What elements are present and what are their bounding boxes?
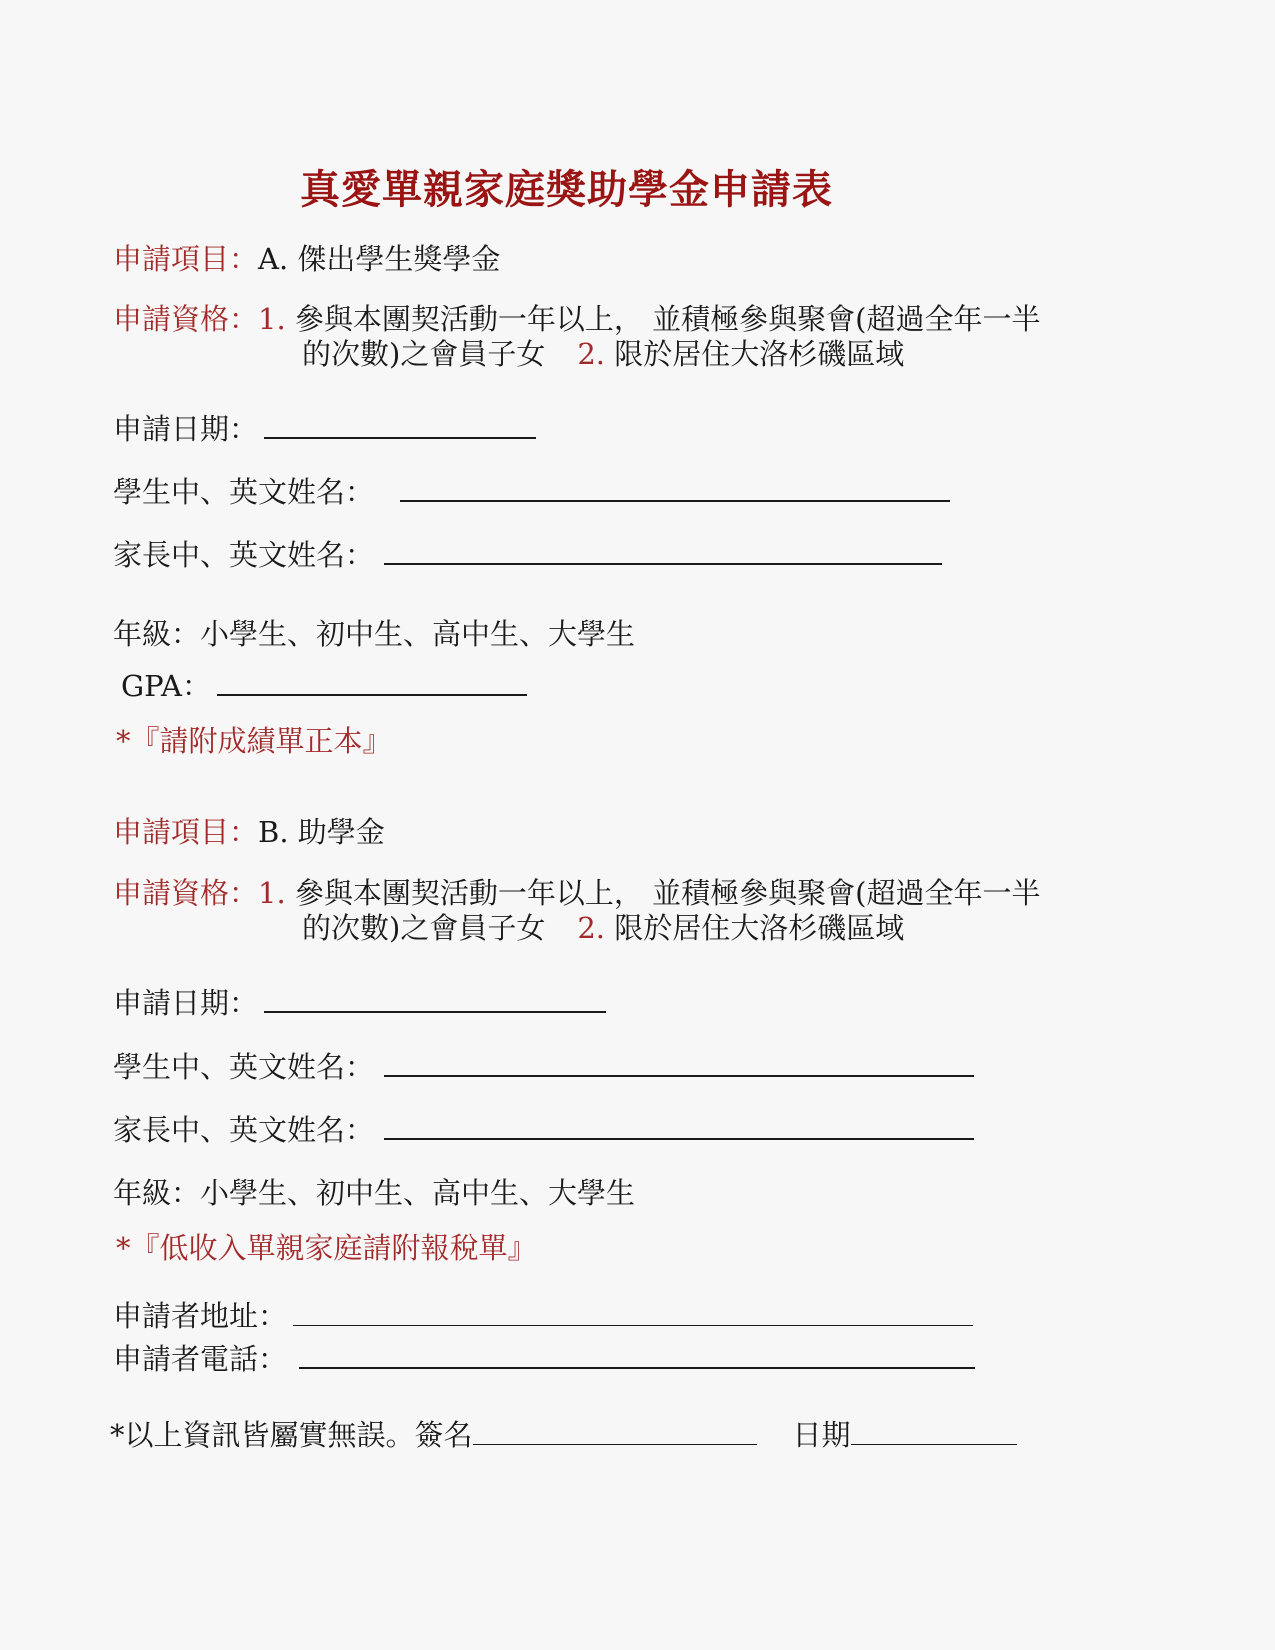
page-title: 真愛單親家庭獎助學金申請表 bbox=[300, 166, 833, 213]
section-a-qual-text1: 參與本團契活動一年以上， 並積極參與聚會(超過全年一半 bbox=[294, 302, 1041, 336]
section-b-item-value: B. 助學金 bbox=[258, 815, 385, 849]
section-a-date-label: 申請日期： bbox=[113, 412, 259, 446]
section-b-grade-options: 小學生、初中生、高中生、大學生 bbox=[200, 1176, 636, 1210]
declaration-date-label: 日期 bbox=[792, 1418, 851, 1452]
section-b-qual-text1: 參與本團契活動一年以上， 並積極參與聚會(超過全年一半 bbox=[294, 876, 1041, 910]
section-a-student-name-row bbox=[113, 474, 950, 509]
applicant-phone-row bbox=[113, 1341, 975, 1376]
applicant-address-row bbox=[113, 1299, 973, 1333]
section-a-grade-row bbox=[113, 617, 635, 651]
section-a-note: *『請附成績單正本』 bbox=[116, 724, 392, 758]
section-b-student-name-field[interactable] bbox=[384, 1049, 974, 1077]
applicant-phone-label: 申請者電話： bbox=[113, 1342, 288, 1376]
section-a-student-name-field[interactable] bbox=[400, 474, 950, 502]
section-a-date-field[interactable] bbox=[264, 411, 536, 439]
section-a-gpa-label: GPA： bbox=[121, 669, 211, 703]
section-b-qual-num2: 2. bbox=[577, 911, 605, 945]
section-a-item-value: A. 傑出學生獎學金 bbox=[258, 242, 501, 276]
section-a-qual-text2: 限於居住大洛杉磯區域 bbox=[614, 337, 905, 371]
section-a-parent-name-field[interactable] bbox=[384, 537, 942, 565]
section-b-student-name-label: 學生中、英文姓名： bbox=[113, 1050, 375, 1084]
section-b-note: *『低收入單親家庭請附報稅單』 bbox=[116, 1231, 537, 1265]
section-a-student-name-label: 學生中、英文姓名： bbox=[113, 475, 375, 509]
section-b-qualification-row2 bbox=[302, 911, 904, 945]
section-b-parent-name-row bbox=[113, 1112, 974, 1147]
section-a-qual-num1: 1. bbox=[258, 302, 286, 336]
section-a-item-label: 申請項目： bbox=[113, 242, 259, 276]
section-a-qualification-row bbox=[113, 302, 1040, 336]
section-b-parent-name-label: 家長中、英文姓名： bbox=[113, 1113, 375, 1147]
section-a-qual-label: 申請資格： bbox=[113, 302, 259, 336]
declaration-date-field[interactable] bbox=[851, 1418, 1017, 1445]
declaration-row bbox=[110, 1418, 1017, 1452]
applicant-address-label: 申請者地址： bbox=[113, 1299, 288, 1333]
section-a-gpa-row bbox=[121, 668, 527, 703]
section-b-qual-text1b: 的次數)之會員子女 bbox=[302, 911, 546, 945]
section-b-parent-name-field[interactable] bbox=[384, 1112, 974, 1140]
section-a-qual-num2: 2. bbox=[577, 337, 605, 371]
section-b-qual-label: 申請資格： bbox=[113, 876, 259, 910]
section-b-qual-text2: 限於居住大洛杉磯區域 bbox=[614, 911, 905, 945]
section-a-qualification-row2 bbox=[302, 337, 904, 371]
section-b-grade-label: 年級： bbox=[113, 1176, 201, 1210]
section-a-qual-text1b: 的次數)之會員子女 bbox=[302, 337, 546, 371]
section-a-parent-name-label: 家長中、英文姓名： bbox=[113, 538, 375, 572]
section-a-date-row bbox=[113, 411, 536, 446]
section-b-student-name-row bbox=[113, 1049, 974, 1084]
section-b-grade-row bbox=[113, 1176, 635, 1210]
section-a-item-row bbox=[113, 242, 500, 276]
section-a-gpa-field[interactable] bbox=[217, 668, 527, 696]
section-b-qual-num1: 1. bbox=[258, 876, 286, 910]
section-a-grade-options: 小學生、初中生、高中生、大學生 bbox=[200, 617, 636, 651]
section-b-item-row bbox=[113, 815, 385, 849]
applicant-address-field[interactable] bbox=[293, 1299, 973, 1326]
signature-field[interactable] bbox=[473, 1418, 757, 1445]
applicant-phone-field[interactable] bbox=[299, 1341, 975, 1369]
section-b-date-row bbox=[113, 985, 606, 1020]
section-b-date-label: 申請日期： bbox=[113, 986, 259, 1020]
section-b-date-field[interactable] bbox=[264, 985, 606, 1013]
declaration-text: *以上資訊皆屬實無誤。簽名 bbox=[110, 1418, 473, 1452]
section-b-qualification-row bbox=[113, 876, 1040, 910]
section-b-item-label: 申請項目： bbox=[113, 815, 259, 849]
section-a-grade-label: 年級： bbox=[113, 617, 201, 651]
section-a-parent-name-row bbox=[113, 537, 942, 572]
